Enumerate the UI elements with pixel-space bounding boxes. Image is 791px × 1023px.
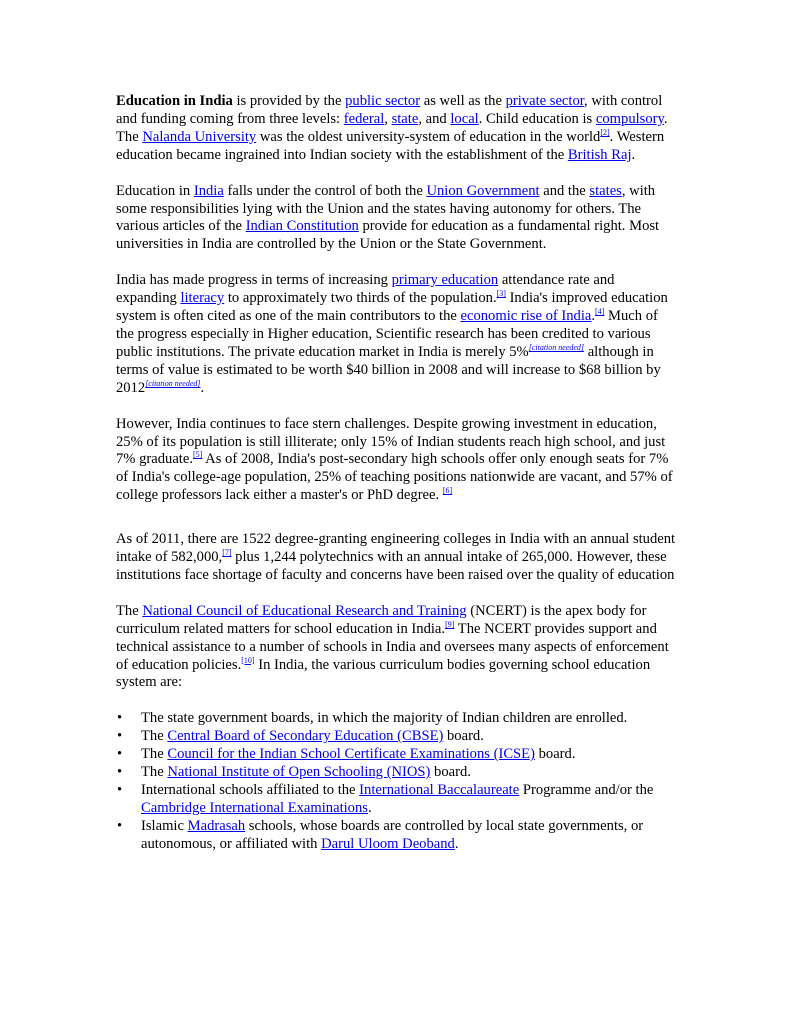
ref-3[interactable]: [3] bbox=[496, 289, 506, 299]
text: , with some responsibilities lying with the Union and the states having autonomy for others. The various articles of the bbox=[116, 182, 656, 235]
text: The state government boards, in which the majority of Indian children are enrolled. bbox=[141, 710, 628, 727]
link-state[interactable]: state bbox=[391, 110, 419, 127]
citation-needed-link[interactable]: [citation needed] bbox=[528, 342, 585, 352]
link-literacy[interactable]: literacy bbox=[180, 290, 225, 307]
link-nalanda-university[interactable]: Nalanda University bbox=[142, 128, 257, 145]
ref-9[interactable]: [9] bbox=[445, 619, 455, 629]
link-nios[interactable]: National Institute of Open Schooling (NIOS) bbox=[167, 764, 431, 781]
text: The NCERT provides support and technical assistance to a number of schools in India and oversees many aspects of enforcement of education policies. bbox=[116, 620, 669, 673]
link-ncert[interactable]: National Council of Educational Research and Training bbox=[142, 602, 467, 619]
text: However, India continues to face stern challenges. Despite growing investment in education, 25% of its population is still illiterate; only 15% of Indian students reach high school, and just 7% graduate. bbox=[116, 415, 666, 468]
text: , bbox=[384, 110, 392, 127]
text: was the oldest university-system of education in the world bbox=[256, 128, 601, 145]
text: board. bbox=[430, 764, 471, 781]
text: As of 2008, India's post-secondary high schools offer only enough seats for 7% of India's college-age population, 25% of teaching positions nationwide are vacant, and 57% of college professors lack either a master's or PhD degree. bbox=[116, 451, 673, 504]
text: As of 2011, there are 1522 degree-granting engineering colleges in India with an annual student intake of 582,000, bbox=[116, 531, 676, 566]
text: The bbox=[141, 728, 168, 745]
text: The bbox=[141, 746, 168, 763]
link-british-raj[interactable]: British Raj bbox=[567, 146, 632, 163]
link-international-baccalaureate[interactable]: International Baccalaureate bbox=[359, 782, 520, 798]
text: attendance rate and expanding bbox=[116, 272, 615, 307]
bullet-icon: • bbox=[117, 817, 123, 834]
paragraph-ncert bbox=[116, 603, 678, 693]
link-states[interactable]: states bbox=[589, 182, 622, 199]
list-item bbox=[116, 710, 678, 728]
text: falls under the control of both the bbox=[223, 182, 427, 199]
list-item bbox=[116, 728, 678, 746]
text: plus 1,244 polytechnics with an annual intake of 265,000. However, these institutions face shortage of faculty and concerns have been raised over the quality of education bbox=[116, 549, 675, 583]
ref-7[interactable]: [7] bbox=[222, 548, 232, 558]
link-cambridge-international-examinations[interactable]: Cambridge International Examinations bbox=[141, 799, 368, 816]
curriculum-bodies-list bbox=[116, 710, 678, 853]
article-title: Education in India bbox=[116, 93, 233, 109]
text: . The bbox=[116, 110, 668, 145]
article-body bbox=[116, 93, 678, 854]
text: Education in bbox=[116, 182, 194, 199]
link-union-government[interactable]: Union Government bbox=[426, 182, 540, 199]
text: . Child education is bbox=[478, 110, 596, 127]
paragraph-governance bbox=[116, 183, 678, 255]
bullet-icon: • bbox=[117, 746, 123, 763]
link-cbse[interactable]: Central Board of Secondary Education (CBSE) bbox=[167, 728, 444, 745]
link-federal[interactable]: federal bbox=[343, 110, 385, 127]
text: (NCERT) is the apex body for curriculum related matters for school education in India. bbox=[116, 602, 647, 637]
text: board. bbox=[443, 728, 484, 745]
text: although in terms of value is estimated to be worth $40 billion in 2008 and will increase to $68 billion by 2012 bbox=[116, 343, 661, 396]
link-compulsory[interactable]: compulsory bbox=[595, 110, 664, 127]
list-item bbox=[116, 764, 678, 782]
ref-6[interactable]: [6] bbox=[442, 486, 453, 496]
text: . bbox=[367, 799, 372, 816]
text: as well as the bbox=[420, 93, 506, 109]
text: board. bbox=[534, 746, 576, 763]
link-primary-education[interactable]: primary education bbox=[391, 272, 499, 289]
text: The bbox=[141, 764, 168, 781]
paragraph-engineering bbox=[116, 531, 678, 585]
text: , and bbox=[418, 110, 451, 127]
text: Much of the progress especially in Higher education, Scientific research has been credited to various public institutions. The private education market in India is merely 5% bbox=[116, 308, 658, 360]
paragraph-progress bbox=[116, 272, 678, 397]
text: . Western education became ingrained into Indian society with the establishment of the bbox=[116, 128, 665, 163]
link-darul-uloom-deoband[interactable]: Darul Uloom Deoband bbox=[321, 835, 455, 852]
text: . bbox=[200, 379, 205, 396]
bullet-icon: • bbox=[117, 728, 123, 745]
text: India has made progress in terms of increasing bbox=[116, 272, 392, 289]
text: Programme and/or the bbox=[519, 782, 654, 798]
text: . bbox=[591, 308, 596, 325]
link-indian-constitution[interactable]: Indian Constitution bbox=[245, 218, 359, 235]
paragraph-challenges bbox=[116, 416, 678, 506]
bullet-icon: • bbox=[117, 764, 123, 781]
text: , with control and funding coming from three levels: bbox=[116, 93, 663, 127]
text: In India, the various curriculum bodies governing school education system are: bbox=[116, 656, 651, 691]
text: is provided by the bbox=[232, 93, 346, 109]
text: The bbox=[116, 602, 143, 619]
ref-5[interactable]: [5] bbox=[193, 450, 203, 460]
text: . bbox=[454, 835, 459, 852]
link-public-sector[interactable]: public sector bbox=[345, 93, 421, 109]
link-madrasah[interactable]: Madrasah bbox=[187, 817, 246, 834]
bullet-icon: • bbox=[117, 782, 123, 798]
text: India's improved education system is often cited as one of the main contributors to the bbox=[116, 290, 668, 325]
ref-2[interactable]: [2] bbox=[600, 127, 610, 137]
link-india[interactable]: India bbox=[193, 182, 224, 199]
link-local[interactable]: local bbox=[450, 110, 479, 127]
link-icse[interactable]: Council for the Indian School Certificate Examinations (ICSE) bbox=[167, 746, 535, 763]
text: provide for education as a fundamental right. Most universities in India are controlled by the Union or the State Government. bbox=[116, 218, 660, 253]
ref-10[interactable]: [10] bbox=[241, 655, 255, 665]
list-item bbox=[116, 782, 678, 818]
ref-4[interactable]: [4] bbox=[595, 307, 605, 317]
list-item bbox=[116, 746, 678, 764]
link-economic-rise-of-india[interactable]: economic rise of India bbox=[460, 308, 592, 325]
citation-needed-link[interactable]: [citation needed] bbox=[145, 378, 201, 388]
bullet-icon: • bbox=[117, 710, 123, 727]
text: and the bbox=[539, 182, 590, 199]
text: International schools affiliated to the bbox=[141, 782, 360, 798]
text: schools, whose boards are controlled by local state governments, or autonomous, or affiliated with bbox=[141, 817, 644, 852]
paragraph-intro bbox=[116, 93, 678, 165]
link-private-sector[interactable]: private sector bbox=[505, 93, 585, 109]
text: Islamic bbox=[141, 817, 188, 834]
list-item bbox=[116, 818, 678, 854]
text: to approximately two thirds of the population. bbox=[224, 290, 497, 307]
text: . bbox=[631, 146, 636, 163]
